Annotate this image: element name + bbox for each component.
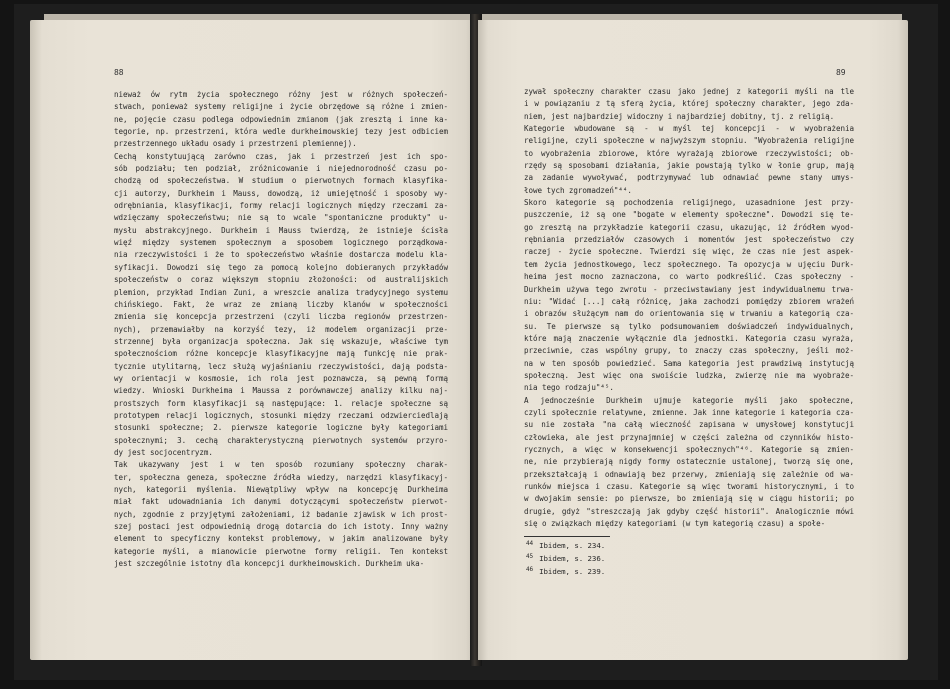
text-line: wy orientacji w kosmosie, ich rola jest poznawcza, są pewną formą	[114, 373, 448, 383]
text-line: cji autorzy, Durkheim i Mauss, dowodzą, iż umiejętność i sposoby wy-	[114, 188, 448, 198]
text-line: rębniania przedziałów czasowych i momentów jest społeczeństwo czy	[524, 235, 854, 245]
text-line: niem, jest najbardziej widoczny i najbardziej dobitny, tj. z religią.	[524, 111, 835, 121]
footnote-text: Ibidem, s. 239.	[539, 567, 606, 577]
text-line: Kategorie wbudowane są - w myśl tej koncepcji - w wyobrażenia	[524, 124, 854, 134]
text-line: element to specyficzny kontekst problemowy, w jakim analizowane były	[114, 534, 448, 544]
text-line: za zadanie wywoływać, podtrzymywać lub odnawiać pewne stany umys-	[524, 173, 854, 183]
text-line: zmienia się koncepcja przestrzeni (czyli liczba regionów przestrzen-	[114, 312, 448, 322]
text-line: i w powiązaniu z tą sferą życia, której społeczny charakter, jego zda-	[524, 99, 854, 109]
text-line: nych), przemawiałby na korzyść tezy, iż modelem organizacji prze-	[114, 324, 448, 334]
text-line: miał fakt udowadniania ich danymi dotyczącymi społeczeństw pierwot-	[114, 497, 448, 507]
page-number-right: 89	[836, 68, 846, 77]
text-line: społecznymi; 3. cechą charakterystyczną pierwotnych systemów przyro-	[114, 435, 448, 445]
text-line: puszczenie, iż są one "bogate w elementy społeczne". Dowodzi się te-	[524, 210, 854, 220]
text-line: czyli społecznie relatywne, zmienne. Jak inne kategorie i kategoria cza-	[524, 407, 854, 417]
text-line: prototypem relacji logicznych, stosunki między rzeczami odzwierciedlają	[114, 410, 448, 420]
text-line: ne, nie przybierają nigdy formy ostatecznie ustalonej, tworzą się one,	[524, 457, 854, 467]
text-line: ter, społeczna geneza, społeczne źródła wiedzy, narzędzi klasyfikacyj-	[114, 472, 448, 482]
text-line: stwach, ponieważ systemy religijne i życie obrzędowe są różne i zmien-	[114, 102, 448, 112]
text-line: dy jest socjocentryzm.	[114, 447, 213, 457]
text-line: nia rzeczywistości i że to społeczeństwo właśnie dostarcza modelu kla-	[114, 250, 448, 260]
text-line: chodzą od społeczeństwa. W studium o pierwotnych formach klasyfika-	[114, 176, 448, 186]
footnote-rule	[524, 536, 610, 537]
text-line: rzędy są sposobami działania, jakie powstają tylko w łonie grup, mają	[524, 161, 854, 171]
text-line: su. Te pierwsze są tylko podsumowaniem doświadczeń indywidualnych,	[524, 321, 854, 331]
text-line: religijne, czyli społeczne w najwyższym stopniu. "Wyobrażenia religijne	[524, 136, 854, 146]
text-line: nia tego rodzaju"⁴⁵.	[524, 383, 614, 393]
text-line: sób podziału; ten podział, zróżnicowanie i niejednorodność czasu po-	[114, 164, 448, 174]
text-line: mysłu abstrakcyjnego. Durkheim i Mauss twierdzą, że istnieje ścisła	[114, 225, 448, 235]
text-line: jest szczególnie istotny dla koncepcji durkheimowskich. Durkheim uka-	[114, 559, 425, 569]
footnote-number: 45	[526, 553, 534, 561]
text-line: rycznych, a więc w konsekwencji społecznych"⁴⁶. Kategorie są zmien-	[524, 444, 854, 454]
text-line: ne, pojęcie czasu podlega odpowiednim zmianom (jak zresztą i inne ka-	[114, 114, 448, 124]
text-line: na w ten sposób powiedzieć. Sama kategoria jest prawdziwą instytucją	[524, 358, 854, 368]
text-line: łowe tych zgromadzeń"⁴⁴.	[524, 185, 632, 195]
text-line: stosunki społeczne; 2. pierwsze kategorie logiczne były kategoriami	[114, 423, 448, 433]
text-line: i obrazów służącym nam do orientowania się w trwaniu a kategorią cza-	[524, 309, 854, 319]
text-line: syfikacji. Dowodzi się tego za pomocą kolejno dobieranych przykładów	[114, 262, 448, 272]
text-line: w dwojakim sensie: po pierwsze, bo zmieniają się w ciągu historii; po	[524, 494, 854, 504]
text-line: tegorie, np. przestrzeni, która wedle durkheimowskiej tezy jest odbiciem	[114, 127, 448, 137]
footnote	[524, 538, 854, 551]
text-line: tem życia jednostkowego, lecz społecznego. Ta opozycja w ujęciu Durk-	[524, 259, 854, 269]
footnote-text: Ibidem, s. 236.	[539, 554, 606, 564]
footnote	[524, 551, 854, 564]
footnote	[524, 564, 854, 577]
text-line: heima jest mocno zaznaczona, co warto podkreślić. Czas społeczny -	[524, 272, 854, 282]
text-line: strzennej była organizacja społeczna. Jak się wskazuje, właściwe tym	[114, 336, 448, 346]
text-line: społeczeństw o coraz większym stopniu złożoności: od australijskich	[114, 275, 448, 285]
left-page	[30, 20, 474, 660]
footnote-number: 46	[526, 566, 534, 574]
text-line: A jednocześnie Durkheim ujmuje kategorie myśli jako społeczne,	[524, 395, 854, 405]
text-line: plemion, przykład Indian Zuni, a wreszcie analiza tradycyjnego systemu	[114, 287, 448, 297]
text-line: więź między systemem społecznym a sposobem logicznego porządkowa-	[114, 238, 448, 248]
text-line: Cechą konstytuującą zarówno czas, jak i przestrzeń jest ich spo-	[114, 151, 448, 161]
text-line: niu: "Widać [...] całą różnicę, jaka zachodzi pomiędzy zbiorem wrażeń	[524, 296, 854, 306]
text-line: kategorie myśli, a mianowicie pierwotne formy religii. Ten kontekst	[114, 546, 448, 556]
text-line: się o związkach między kategoriami (w tym kategorią czasu) a społe-	[524, 519, 826, 529]
footnote-number: 44	[526, 540, 534, 548]
text-line: runków miejsca i czasu. Kategorie są więc tworami historycznymi, i to	[524, 482, 854, 491]
text-line: wdzięczamy społeczeństwu; nie są to wcale "spontaniczne produkty" u-	[114, 213, 448, 223]
text-line: wiedzy. Wnioski Durkheima i Maussa z porównawczej analizy kilku naj-	[114, 386, 448, 396]
text-line: drugie, gdyż "streszczają jak gdyby część historii". Analogicznie mówi	[524, 506, 854, 516]
left-page-body	[114, 89, 448, 570]
text-line: zywał społeczny charakter czasu jako jednej z kategorii myśli na tle	[524, 87, 854, 96]
text-line: Skoro kategorie są pochodzenia religijnego, uzasadnione jest przy-	[524, 198, 854, 208]
text-line: chińskiego. Fakt, że wraz ze zmianą liczby klanów w społeczności	[114, 299, 448, 309]
text-line: człowieka, ale jest przynajmniej w części zależna od czynników histo-	[524, 432, 854, 442]
text-line: raczej - życie społeczne. Twierdzi się więc, że czas nie jest aspek-	[524, 247, 854, 257]
page-number-left: 88	[114, 68, 124, 77]
text-line: przeciwnie, czas wspólny grupy, to znaczy czas społeczny, jeśli moż-	[524, 346, 854, 356]
text-line: nych, kategorii myślenia. Niewątpliwy wpływ na koncepcję Durkheima	[114, 485, 448, 494]
text-line: nieważ ów rytm życia społecznego różny jest w różnych społeczeń-	[114, 90, 448, 99]
text-line: które mają znaczenie wyłącznie dla jednostki. Kategoria czasu wyraża,	[524, 333, 854, 343]
footnote-text: Ibidem, s. 234.	[539, 541, 606, 551]
text-line: tycznie utylitarną, lecz służą wyjaśnianiu rzeczywistości, dają podsta-	[114, 361, 448, 371]
text-line: prostszych form klasyfikacji są następujące: 1. relacje społeczne są	[114, 398, 448, 408]
text-line: odrębniania, klasyfikacji, formy relacji logicznych między rzeczami za-	[114, 201, 448, 211]
text-line: przekształcają i odnawiają bez przerwy, zmieniają się zależnie od wa-	[524, 469, 854, 479]
text-line: szej postaci jest odpowiednią drogą dotarcia do ich istoty. Inny ważny	[114, 522, 448, 532]
text-line: to wyobrażenia zbiorowe, które wyrażają zbiorowe rzeczywistości; ob-	[524, 148, 854, 158]
right-page	[478, 20, 908, 660]
text-line: społeczną. Jest więc ona swoiście ludzka, zwierzę nie ma wyobraże-	[524, 370, 854, 380]
text-line: przestrzennego układu osady i przestrzeni plemiennej).	[114, 139, 357, 149]
text-line: społecznościom różne koncepcje klasyfikacyjne mają funkcję nie prak-	[114, 349, 448, 359]
right-page-body	[524, 86, 854, 577]
text-line: nych, zgodnie z przyjętymi założeniami, iż badanie zjawisk w ich prost-	[114, 509, 448, 519]
text-line: Durkheim używa tego zwrotu - przeciwstawiany jest indywidualnemu trwa-	[524, 284, 854, 294]
text-line: su nie została "na całą wieczność zapisana w umysłowej konstytucji	[524, 420, 854, 430]
text-line: Tak ukazywany jest i w ten sposób rozumiany społeczny charak-	[114, 460, 448, 470]
text-line: go zresztą na przykładzie kategorii czasu, ukazując, iż źródłem wyod-	[524, 222, 854, 232]
